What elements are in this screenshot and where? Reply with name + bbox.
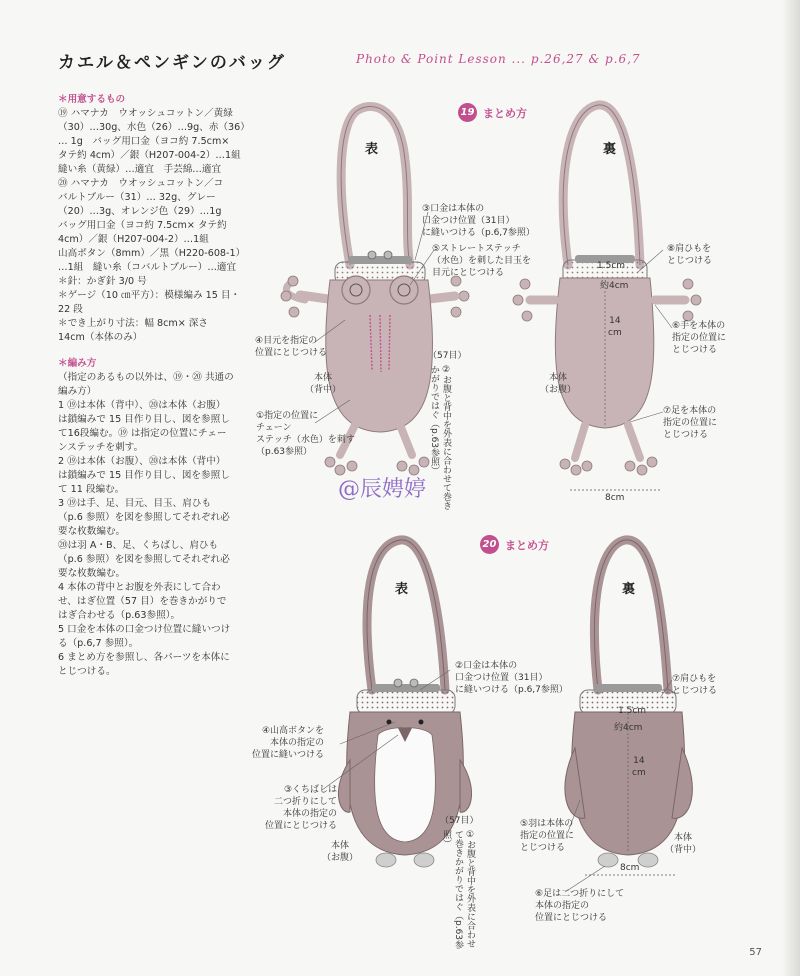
materials-line: バルトブルー（31）… 32g、グレー [58,192,216,203]
method-line: て16段編む。⑲ は指定の位置にチェー [58,428,227,439]
materials-line: 22 段 [58,304,83,315]
penguin-dim-1-5cm: 1.5cm [618,706,647,716]
frog-label-5: ⑤ストレートステッチ （水色）を刺した目玉を 目元にとじつける [432,244,532,278]
method-line: はぎ合わせる（p.63参照）。 [58,610,181,621]
frog-label-8: ⑧肩ひもを とじつける [667,244,713,266]
materials-line: （30）…30g、水色（26）…9g、赤（36） [58,122,250,133]
section19-badge: 19 [458,103,477,122]
frog-count-57: （57目） [428,351,467,361]
frog-back-label: 裏 [603,142,617,157]
method-line: 5 口金を本体の口金つけ位置に縫いつけ [58,624,231,635]
section19-heading-text: まとめ方 [483,106,527,120]
penguin-label-7: ⑦肩ひもを とじつける [672,674,718,696]
frog-dim-1-5cm: 1.5cm [597,261,626,271]
method-line: 編み方） [58,386,97,397]
materials-line: （20）…3g、オレンジ色（29）…1g [58,206,222,217]
materials-line: 縫い糸（黄緑）…適宜 手芸綿…適宜 [58,164,222,175]
method-line: は鎖編みで 15 目作り目し、図を参照し [58,470,230,481]
materials-line: ＊針：かぎ針 3/0 号 [58,276,147,287]
method-line: ンステッチを刺す。 [58,442,144,453]
method-line: 3 ⑲は手、足、目元、目玉、肩ひも [58,498,212,509]
section20-heading-text: まとめ方 [505,538,549,552]
frog-label-7: ⑦足を本体の 指定の位置に とじつける [663,406,718,440]
frog-front-label: 表 [365,142,379,157]
materials-line: 4cm）／銀（H207-004-2）…1組 [58,234,209,245]
method-line: ⑳は羽 A・B、足、くちばし、肩ひも [58,540,219,551]
penguin-label-1: ①お腹と背中を外表に合わせて巻きかがりではぐ（p.63参照） [441,830,475,950]
penguin-dim-4cm: 約4cm [614,723,643,733]
frog-label-1: ①指定の位置に チェーン ステッチ（水色）を刺す （p.63参照） [256,411,355,457]
frog-label-4: ④目元を指定の 位置にとじつける [255,336,328,358]
section20-badge: 20 [480,535,499,554]
frog-dim-4cm: 約4cm [600,281,629,291]
penguin-label-5: ⑤羽は本体の 指定の位置に とじつける [520,819,575,853]
page-title: カエル＆ペンギンのバッグ [58,53,286,73]
method-line: （p.6 参照）を図を参照してそれぞれ必 [58,554,230,565]
materials-line: 山高ボタン（8mm）／黒（H220-608-1） [58,248,246,259]
penguin-front-label: 表 [395,582,409,597]
page-subtitle: Photo & Point Lesson ... p.26,27 & p.6,7 [356,52,641,66]
method-line: 要な枚数編む。 [58,526,126,537]
method-line: は鎖編みで 15 目作り目し、図を参照し [58,414,230,425]
method-line: 4 本体の背中とお腹を外表にして合わ [58,582,221,593]
frog-label-6: ⑥手を本体の 指定の位置に とじつける [672,321,727,355]
penguin-body-back-label: 本体 （背中） [665,833,702,855]
method-heading: ＊編み方 [58,358,97,369]
method-line: 1 ⑲は本体（背中）、⑳は本体（お腹） [58,400,226,411]
penguin-back-label: 裏 [622,582,636,597]
penguin-label-2: ②口金は本体の 口金つけ位置（31目） に縫いつける（p.6,7参照） [455,661,568,695]
penguin-label-4: ④山高ボタンを 本体の指定の 位置に縫いつける [252,726,325,760]
method-line: 6 まとめ方を参照し、各パーツを本体に [58,652,230,663]
frog-label-3: ③口金は本体の 口金つけ位置（31目） に縫いつける（p.6,7参照） [422,204,535,238]
penguin-dim-14cm: 14 cm [632,756,646,778]
frog-body-back-label: 本体 （背中） [305,373,342,395]
penguin-body-belly-label: 本体 （お腹） [322,841,359,863]
page-number: 57 [749,947,762,958]
materials-line: タテ約 4cm）／銀（H207-004-2）…1組 [58,150,241,161]
penguin-count-57: （57目） [440,816,479,826]
frog-dim-8cm: 8cm [605,493,625,503]
method-line: （p.6 参照）を図を参照してそれぞれ必 [58,512,230,523]
watermark: @辰娉婷 [338,477,427,502]
materials-line: … 1g バッグ用口金（ヨコ約 7.5cm× [58,136,230,147]
section20-heading [480,535,549,554]
materials-heading: ＊用意するもの [58,94,126,105]
section19-heading [458,103,527,122]
method-line: とじつける。 [58,666,116,677]
materials-line: ⑲ ハマナカ ウオッシュコットン／黄緑 [58,108,233,119]
frog-dim-14cm: 14 cm [608,316,622,338]
method-line: て 11 段編む。 [58,484,125,495]
materials-line: ＊ゲージ（10 ㎝平方）：模様編み 15 目・ [58,290,241,301]
method-line: 要な枚数編む。 [58,568,126,579]
materials-line: ＊でき上がり寸法：幅 8cm× 深さ [58,318,208,329]
method-line: 2 ⑲は本体（お腹）、⑳は本体（背中） [58,456,226,467]
materials-line: …1組 縫い糸（コバルトブルー）…適宜 [58,262,237,273]
materials-line: ⑳ ハマナカ ウオッシュコットン／コ [58,178,224,189]
method-line: （指定のあるもの以外は、⑲・⑳ 共通の [58,372,234,383]
penguin-label-3: ③くちばしは 二つ折りにして 本体の指定の 位置にとじつける [265,785,338,831]
penguin-dim-8cm: 8cm [620,863,640,873]
materials-line: バッグ用口金（ヨコ約 7.5cm× タテ約 [58,220,227,231]
penguin-label-6: ⑥足は二つ折りにして 本体の指定の 位置にとじつける [535,889,625,923]
method-line: せ、はぎ位置（57 目）を巻きかがりで [58,596,227,607]
frog-label-2: ②お腹と背中を外表に合わせて巻きかがりではぐ（p.63参照） [429,365,451,510]
materials-line: 14cm（本体のみ） [58,332,143,343]
method-line: る（p.6,7 参照）。 [58,638,139,649]
frog-body-belly-label: 本体 （お腹） [540,373,577,395]
